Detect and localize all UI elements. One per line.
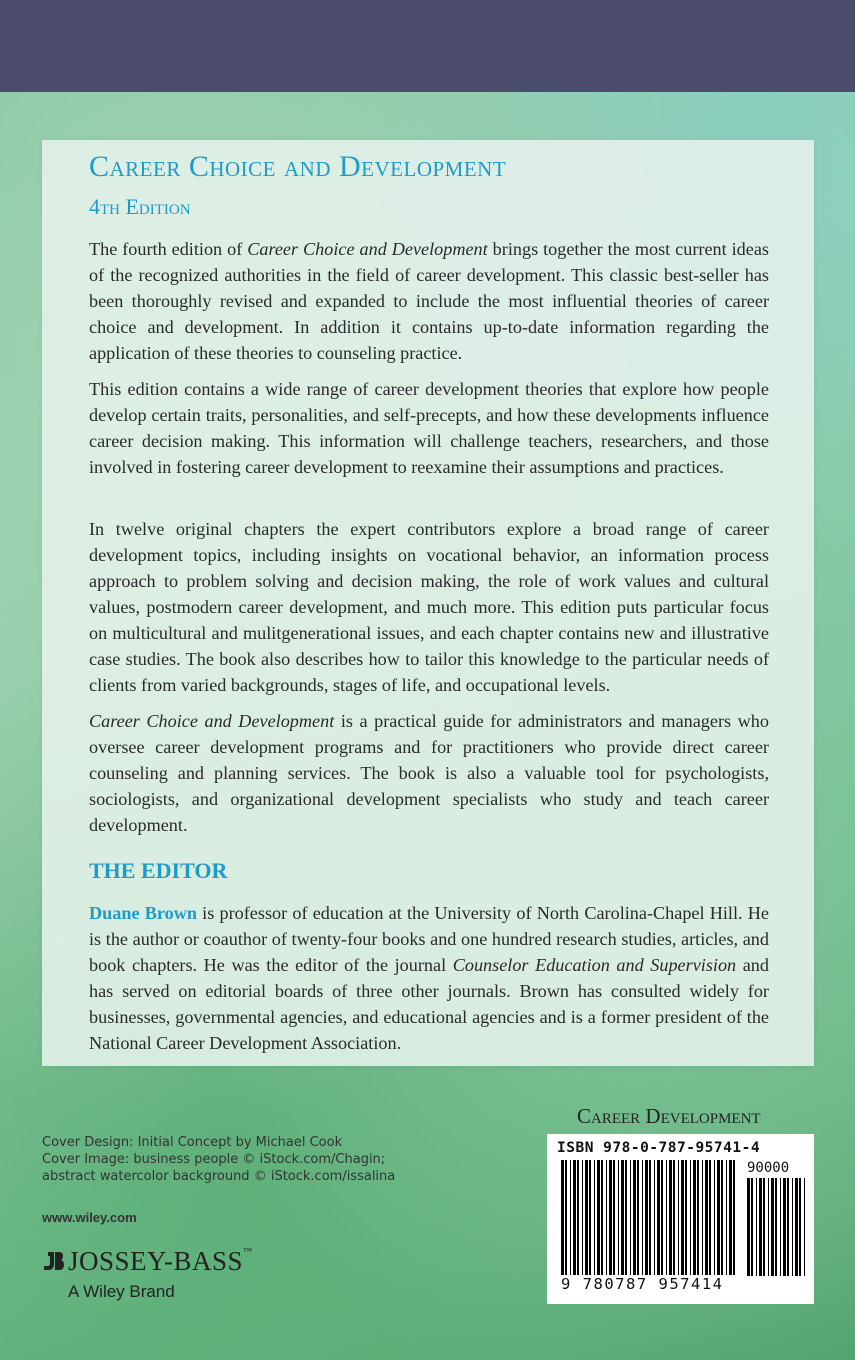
price-code: 90000 [747, 1160, 790, 1176]
isbn-barcode [547, 1134, 814, 1304]
cover-design-credit: Cover Design: Initial Concept by Michael Cook [42, 1135, 343, 1150]
isbn-number: 9 780787 957414 [561, 1275, 741, 1293]
editor-bio: Duane Brown is professor of education at the University of North Carolina-Chapel Hill. He is the author or coauthor of twenty-four books and one hundred research studies, articles, and book chapters. He was the editor of the journal Counselor Education and Supervision and has served on editorial boards of three other journals. Brown has consulted widely for businesses, governmental agencies, and educational agencies and is a former president of the National Career Development Association. [89, 903, 769, 1053]
edition-label: 4th Edition [89, 194, 191, 219]
isbn-label: ISBN 978-0-787-95741-4 [557, 1140, 761, 1156]
top-band [0, 0, 855, 92]
description-paragraph-3: In twelve original chapters the expert contributors explore a broad range of career development topics, including insights on vocational behavior, an information process approach to problem solving and decision making, the role of work values and cultural values, postmodern career development, and much more. This edition puts particular focus on multicultural and mulitgenerational issues, and each chapter contains new and illustrative case studies. The book also describes how to tailor this knowledge to the particular needs of clients from varied backgrounds, stages of life, and occupational levels. [89, 519, 769, 695]
description-paragraph-1: The fourth edition of Career Choice and Development brings together the most current ideas of the recognized authorities in the field of career development. This classic best-seller has been thoroughly revised and expanded to include the most influential theories of career choice and development. In addition it contains up-to-date information regarding the application of these theories to counseling practice. [89, 239, 769, 363]
publisher-tagline: A Wiley Brand [68, 1282, 175, 1301]
cover-image-credit: Cover Image: business people © iStock.com/Chagin; [42, 1152, 386, 1167]
description-paragraph-2: This edition contains a wide range of career development theories that explore how people develop certain traits, personalities, and self-precepts, and how these developments influence career decision making. This information will challenge teachers, researchers, and those involved in fostering career development to reexamine their assumptions and practices. [89, 379, 769, 477]
description-paragraph-4: Career Choice and Development is a practical guide for administrators and managers who oversee career development programs and for practitioners who provide direct career counseling and planning services. The book is also a valuable tool for psychologists, sociologists, and organizational development specialists who study and teach career development. [89, 711, 769, 835]
book-title: Career Choice and Development [89, 150, 507, 183]
background-credit: abstract watercolor background © iStock.com/issalina [42, 1169, 396, 1184]
cover-credits [42, 1134, 395, 1185]
jossey-bass-jb-icon [42, 1250, 64, 1272]
publisher-name: JOSSEY-BASS™ [68, 1246, 253, 1276]
editor-heading: THE EDITOR [89, 858, 228, 883]
category-label: Career Development [577, 1104, 761, 1128]
publisher-url: www.wiley.com [42, 1210, 137, 1225]
editor-name: Duane Brown [89, 903, 197, 923]
